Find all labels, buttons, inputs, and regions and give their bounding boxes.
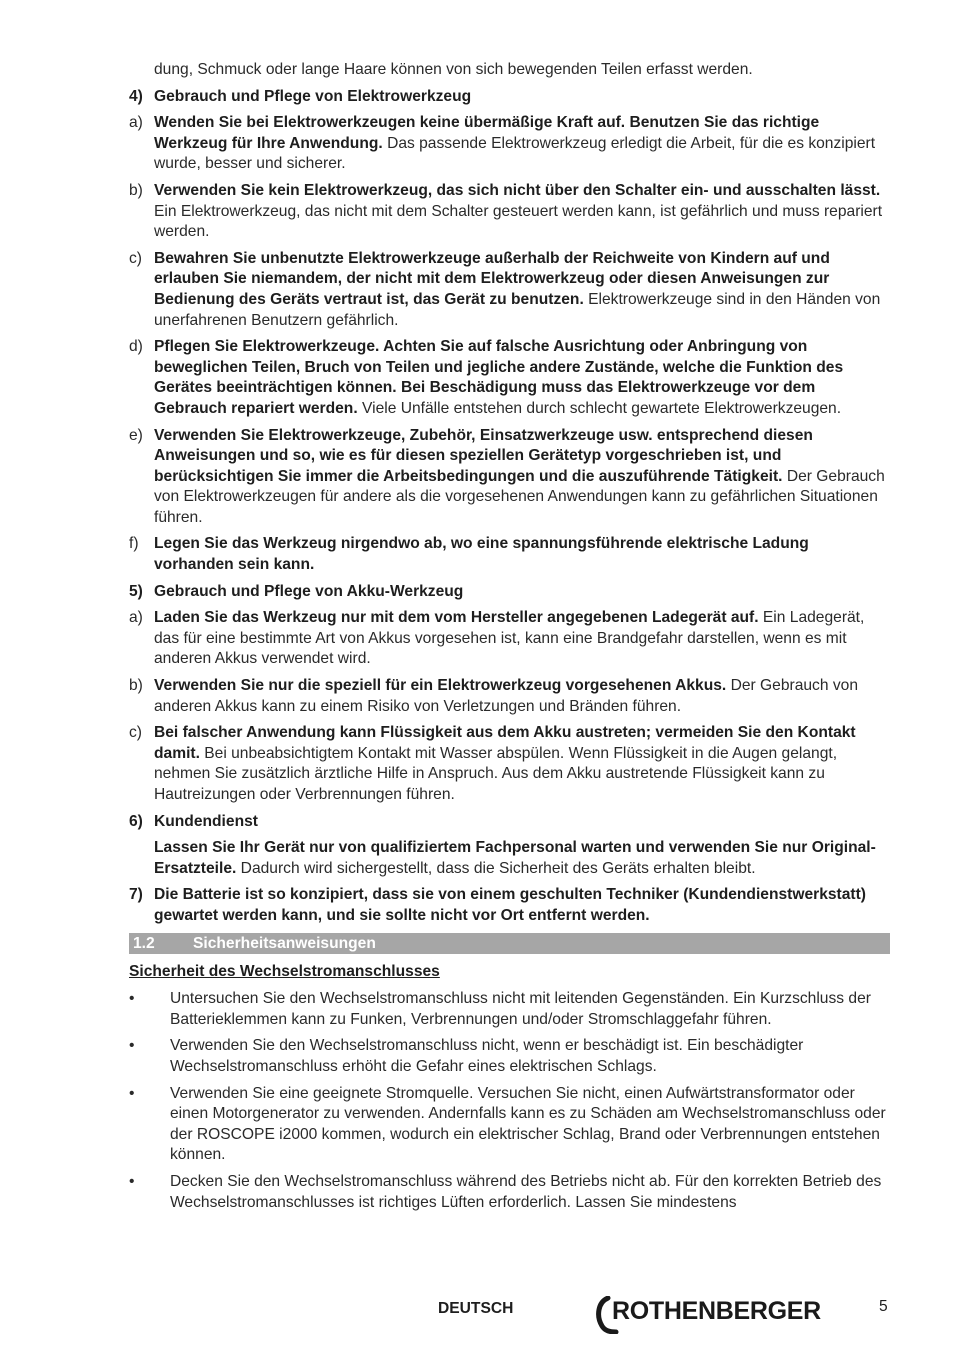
bullet-icon: • [129,990,135,1008]
s5-item-a [0,608,954,670]
bullet-text: Verwenden Sie den Wechselstromanschluss nicht, wenn er beschädigt ist. Ein beschädigter Wechselstromanschluss erhöht die Gefahr eines elektrischen Schlags. [170,1037,804,1075]
bullet-item [0,989,954,1030]
page-number: 5 [879,1298,888,1315]
section-7-number: 7) [129,886,143,904]
item-label: e) [129,426,143,444]
item-text: Der Gebrauch von anderen Akkus kann zu einem Risiko von Verletzungen und Bränden führen. [154,677,858,715]
item-text: Der Gebrauch von Elektrowerkzeugen für andere als die vorgesehenen Anwendungen kann zu gefährlichen Situationen führen. [154,467,885,526]
section-7-text: Die Batterie ist so konzipiert, dass sie von einem geschulten Techniker (Kundendienstwerkstatt) gewartet werden kann, und sie sollte nicht vor Ort entfernt werden. [154,886,867,924]
item-text: Ein Elektrowerkzeug, das nicht mit dem Schalter gesteuert werden kann, ist gefährlich und muss repariert werden. [154,202,883,241]
intro-line: dung, Schmuck oder lange Haare können von sich bewegenden Teilen erfasst werden. [154,61,753,78]
page-content [0,60,954,1219]
s4-item-d [0,337,954,419]
section-4-number: 4) [129,87,143,105]
bullet-icon: • [129,1172,135,1190]
section-6-title: Kundendienst [154,812,258,830]
s4-item-f [0,534,954,575]
item-label: f) [129,535,139,553]
bullet-icon: • [129,1084,135,1102]
section-5-title: Gebrauch und Pflege von Akku-Werkzeug [154,582,464,600]
section-5-heading [0,582,954,603]
item-text: Bei unbeabsichtigtem Kontakt mit Wasser abspülen. Wenn Flüssigkeit in die Augen gelangt, nehmen Sie zusätzlich ärztliche Hilfe in Anspruch. Aus dem Akku austretende Flüssigkeit kann zu Hautreizungen oder Verbrennungen führen. [154,744,838,803]
item-label: b) [129,181,143,199]
s4-item-e [0,426,954,529]
item-bold-text: Bei falscher Anwendung kann Flüssigkeit aus dem Akku austreten; vermeiden Sie den Kontakt damit. [154,724,856,762]
bullet-item [0,1036,954,1077]
item-bold-text: Legen Sie das Werkzeug nirgendwo ab, wo eine spannungsführende elektrische Ladung vorhanden sein kann. [154,535,809,574]
bullet-item [0,1084,954,1166]
item-text: Viele Unfälle entstehen durch schlecht gewartete Elektrowerkzeugen. [357,399,842,417]
item-label: c) [129,249,142,267]
section-7 [0,885,954,926]
s6-bold-text: Lassen Sie Ihr Gerät nur von qualifiziertem Fachpersonal warten und verwenden Sie nur Original-Ersatzteile. [154,839,876,877]
item-bold-text: Bewahren Sie unbenutzte Elektrowerkzeuge außerhalb der Reichweite von Kindern auf und erlauben Sie niemandem, der nicht mit dem Elektrowerkzeug oder diesen Anweisungen zur Bedienung des Geräts vertraut ist, das Gerät zu benutzen. [154,249,830,308]
s6-text: Dadurch wird sichergestellt, dass die Sicherheit des Geräts erhalten bleibt. [236,859,756,877]
s4-item-c [0,249,954,331]
section-4-title: Gebrauch und Pflege von Elektrowerkzeug [154,87,472,105]
section-4-heading [0,87,954,108]
section-1-2-bar [129,933,890,954]
section-6-heading [0,812,954,833]
item-bold-text: Wenden Sie bei Elektrowerkzeugen keine übermäßige Kraft auf. Benutzen Sie das richtige Werkzeug für Ihre Anwendung. [154,114,820,152]
section-5-number: 5) [129,582,143,600]
brand-name: ROTHENBERGER [612,1297,821,1325]
item-bold-text: Pflegen Sie Elektrowerkzeuge. Achten Sie auf falsche Ausrichtung oder Anbringung von beweglichen Teilen, Bruch von Teilen und jegliche andere Zustände, welche die Funktion des Gerätes beeinträchtigen können. Bei Beschädigung muss das Elektrowerkzeuge vor dem Gebrauch repariert werden. [154,338,844,417]
bullet-text: Decken Sie den Wechselstromanschluss während des Betriebs nicht ab. Für den korrekten Betrieb des Wechselstromanschlusses ist richtiges Lüften erforderlich. Lassen Sie mindestens [170,1172,882,1211]
s4-item-a [0,113,954,175]
section-1-2-title: Sicherheitsanweisungen [193,934,376,952]
item-label: b) [129,677,143,695]
section-1-2-number: 1.2 [133,934,155,952]
bullet-text: Untersuchen Sie den Wechselstromanschluss nicht mit leitenden Gegenständen. Ein Kurzschluss der Batterieklemmen kann zu Funken, Verbrennungen und/oder Stromschlaggefahr führen. [170,990,871,1028]
s5-item-c [0,723,954,805]
item-text: Das passende Elektrowerkzeug erledigt die Arbeit, für die es konzipiert wurde, besser und sicherer. [154,134,876,173]
bullet-text: Verwenden Sie eine geeignete Stromquelle. Versuchen Sie nicht, einen Aufwärtstransformator oder einen Motorgenerator zu verwenden. Andernfalls kann es zu Schäden am Wechselstromanschluss oder der ROSCOPE i2000 kommen, wodurch ein elektrischer Schlag, Brand oder Verbrennungen entstehen können. [170,1084,886,1164]
item-bold-text: Verwenden Sie Elektrowerkzeuge, Zubehör, Einsatzwerkzeuge usw. entsprechend diesen Anweisungen und so, wie es für diesen speziellen Gerätetyp vorgeschrieben ist, und berücksichtigen Sie immer die Arbeitsbedingungen und die auszuführende Tätigkeit. [154,426,813,485]
item-text: Elektrowerkzeuge sind in den Händen von unerfahrenen Benutzern gefährlich. [154,290,881,329]
section-6-number: 6) [129,812,143,830]
item-bold-text: Verwenden Sie kein Elektrowerkzeug, das sich nicht über den Schalter ein- und ausschalten lässt. [154,181,881,199]
section-6-paragraph [154,838,890,879]
item-bold-text: Verwenden Sie nur die speziell für ein Elektrowerkzeug vorgesehenen Akkus. [154,677,727,695]
bullet-item [0,1172,954,1213]
page-footer [0,1294,954,1344]
brand-logo [594,1294,844,1334]
item-label: a) [129,609,143,627]
item-text: Ein Ladegerät, das für eine bestimmte Art von Akkus vorgesehen ist, kann eine Brandgefahr darstellen, wenn es mit anderen Akkus verwendet wird. [154,609,865,668]
item-label: a) [129,114,143,132]
subheading-ac-safety: Sicherheit des Wechselstromanschlusses [129,962,440,980]
footer-language: DEUTSCH [438,1300,514,1317]
item-bold-text: Laden Sie das Werkzeug nur mit dem vom Hersteller angegebenen Ladegerät auf. [154,609,759,627]
bullet-icon: • [129,1037,135,1055]
item-label: d) [129,338,143,356]
s4-item-b [0,181,954,243]
s5-item-b [0,676,954,717]
item-label: c) [129,724,142,742]
